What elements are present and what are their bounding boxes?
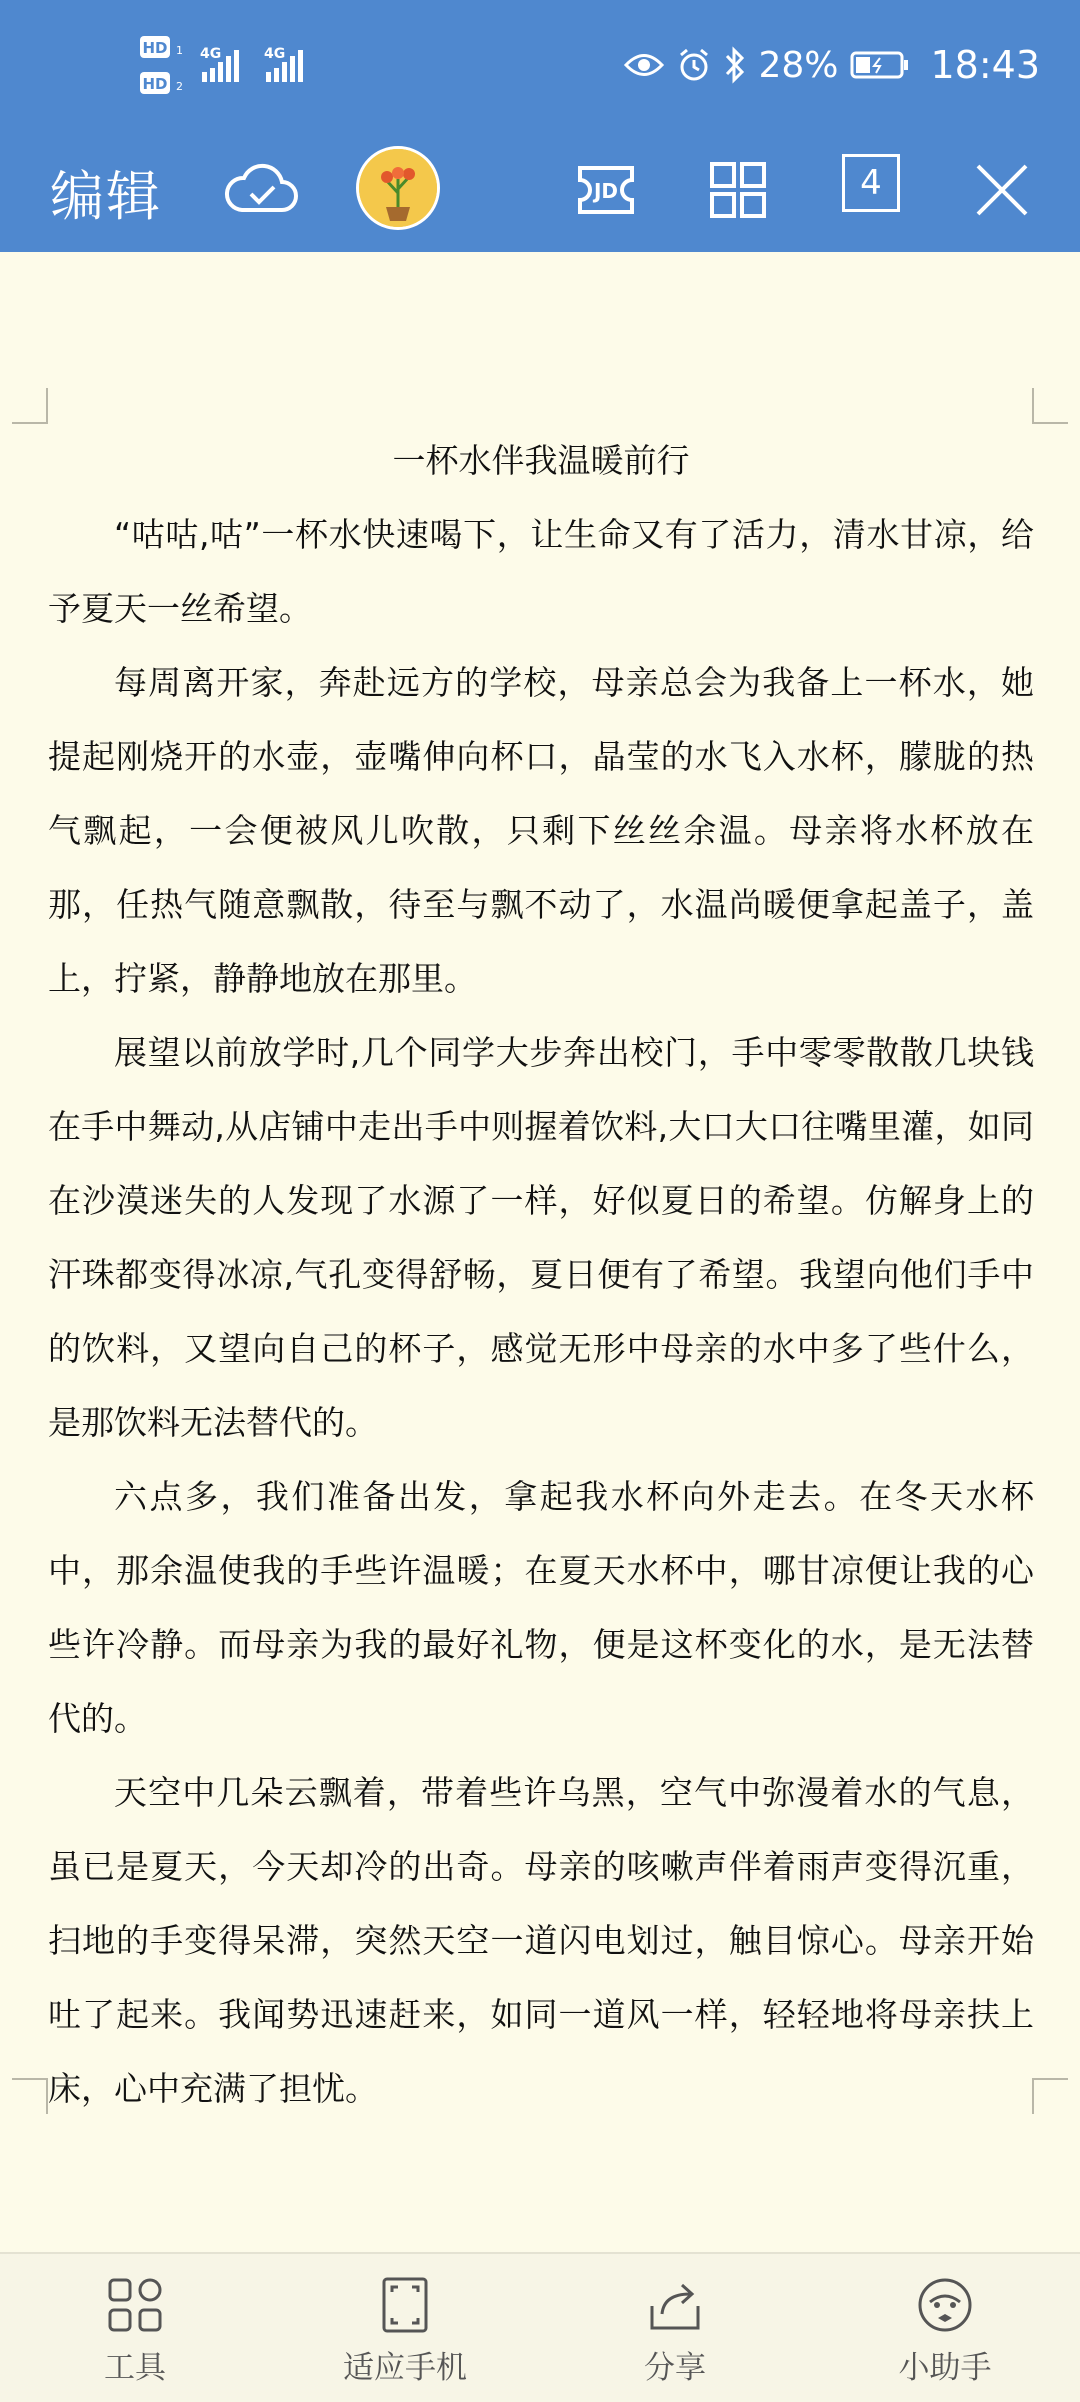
svg-text:1: 1 xyxy=(176,44,183,57)
cloud-check-icon xyxy=(224,160,300,220)
paragraph: 每周离开家，奔赴远方的学校，母亲总会为我备上一杯水，她提起刚烧开的水壶，壶嘴伸向杯口，晶莹的水飞入水杯，朦胧的热气飘起，一会便被风儿吹散，只剩下丝丝余温。母亲将水杯放在那，任热气随意飘散，待至与飘不动了，水温尚暖便拿起盖子，盖上，拧紧，静静地放在那里。 xyxy=(48,663,1034,998)
jd-icon xyxy=(574,164,638,216)
paragraph: 展望以前放学时,几个同学大步奔出校门，手中零零散散几块钱在手中舞动,从店铺中走出手中则握着饮料,大口大口往嘴里灌，如同在沙漠迷失的人发现了水源了一样，好似夏日的希望。仿解身上的汗珠都变得冰凉,气孔变得舒畅，夏日便有了希望。我望向他们手中的饮料，又望向自己的杯子，感觉无形中母亲的水中多了些什么，是那饮料无法替代的。 xyxy=(48,1033,1034,1442)
edit-button[interactable]: 编辑 xyxy=(50,165,162,228)
assistant-icon xyxy=(916,2276,974,2334)
share-button[interactable] xyxy=(540,2254,810,2402)
battery-icon xyxy=(850,50,910,80)
grid-icon xyxy=(708,160,768,220)
fit-phone-button[interactable] xyxy=(270,2254,540,2402)
status-indicators xyxy=(624,40,1040,90)
assistant-button[interactable] xyxy=(810,2254,1080,2402)
clock: 18:43 xyxy=(930,43,1040,87)
page-corner-mark xyxy=(12,388,48,424)
svg-text:4G: 4G xyxy=(264,46,286,62)
tools-button[interactable] xyxy=(0,2254,270,2402)
fit-phone-label: 适应手机 xyxy=(343,2350,467,2386)
page-content xyxy=(48,424,1034,2126)
tools-label: 工具 xyxy=(104,2350,166,2386)
flower-pot-icon xyxy=(359,149,437,227)
bluetooth-icon xyxy=(724,46,746,84)
svg-text:2: 2 xyxy=(176,80,183,93)
document-title: 一杯水伴我温暖前行 xyxy=(392,441,690,480)
app-header xyxy=(0,0,1080,252)
svg-text:HD: HD xyxy=(142,39,168,57)
page-corner-mark xyxy=(1032,388,1068,424)
share-label: 分享 xyxy=(644,2350,706,2386)
document-view[interactable] xyxy=(0,252,1080,2252)
paragraph: 天空中几朵云飘着，带着些许乌黑，空气中弥漫着水的气息，虽已是夏天，今天却冷的出奇。母亲的咳嗽声伴着雨声变得沉重，扫地的手变得呆滞，突然天空一道闪电划过，触目惊心。母亲开始吐了起来。我闻势迅速赶来，如同一道风一样，轻轻地将母亲扶上床，心中充满了担忧。 xyxy=(48,1773,1034,2108)
close-icon xyxy=(972,160,1032,220)
close-button[interactable] xyxy=(962,150,1042,230)
svg-text:4G: 4G xyxy=(200,46,222,62)
bottom-toolbar xyxy=(0,2252,1080,2402)
cloud-sync-button[interactable] xyxy=(222,150,302,230)
page-corner-mark xyxy=(12,2078,48,2114)
share-icon xyxy=(646,2276,704,2334)
paragraph: 六点多，我们准备出发，拿起我水杯向外走去。在冬天水杯中，那余温使我的手些许温暖；在夏天水杯中，哪甘凉便让我的心些许冷静。而母亲为我的最好礼物，便是这杯变化的水，是无法替代的。 xyxy=(48,1477,1034,1738)
grid-view-button[interactable] xyxy=(698,150,778,230)
paragraph: “咕咕,咕”一杯水快速喝下，让生命又有了活力，清水甘凉，给予夏天一丝希望。 xyxy=(48,515,1034,628)
assistant-label: 小助手 xyxy=(898,2350,992,2386)
svg-text:HD: HD xyxy=(142,75,168,93)
tabs-count-button[interactable]: 4 xyxy=(842,154,900,212)
status-bar xyxy=(0,0,1080,128)
document-toolbar xyxy=(0,128,1080,252)
signal-icon xyxy=(140,32,330,102)
battery-percent: 28% xyxy=(758,44,839,86)
eye-icon xyxy=(624,50,664,80)
alarm-icon xyxy=(676,47,712,83)
fit-phone-icon xyxy=(380,2276,430,2334)
svg-text:JD: JD xyxy=(593,179,619,203)
tools-icon xyxy=(106,2276,164,2334)
page-corner-mark xyxy=(1032,2078,1068,2114)
jd-button[interactable] xyxy=(566,150,646,230)
avatar[interactable] xyxy=(356,146,440,230)
